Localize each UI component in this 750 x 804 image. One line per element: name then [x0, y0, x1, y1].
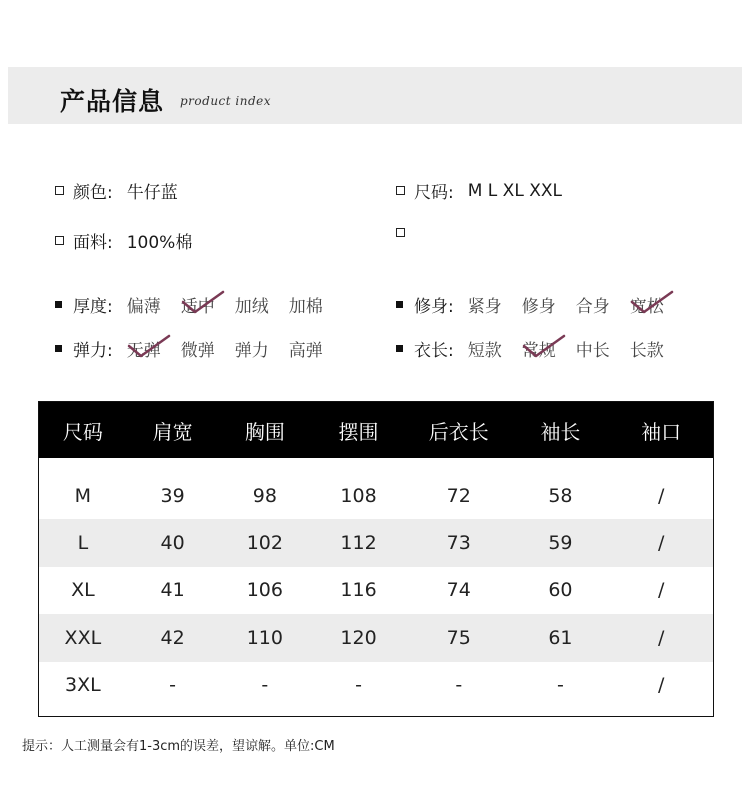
option-label: 宽松	[629, 297, 664, 317]
thickness-option	[181, 292, 215, 317]
table-cell: -	[455, 674, 463, 697]
header-cell: 胸围	[244, 419, 285, 444]
option-label: 常规	[521, 341, 556, 361]
option-label: 长款	[629, 341, 664, 361]
length-options	[468, 336, 684, 361]
size-table	[38, 401, 714, 717]
bullet-icon	[396, 345, 403, 352]
color-value: 牛仔蓝	[126, 183, 178, 203]
elasticity-options	[127, 336, 343, 361]
check-mark-icon	[628, 286, 676, 316]
elasticity-option	[127, 336, 161, 361]
option-label: 加绒	[234, 297, 269, 317]
table-cell: 58	[548, 484, 573, 507]
info-empty	[396, 228, 414, 237]
option-label: 中长	[575, 341, 610, 361]
thickness-options	[127, 292, 343, 317]
fit-option	[576, 292, 610, 317]
table-cell: 59	[548, 532, 573, 555]
table-cell: -	[557, 674, 564, 697]
check-mark-icon	[125, 330, 173, 360]
table-cell: 72	[446, 484, 471, 507]
fit-option	[630, 292, 664, 317]
info-fit	[396, 292, 684, 317]
table-cell: 116	[340, 579, 377, 602]
info-thickness	[55, 292, 343, 317]
table-cell: 110	[246, 626, 283, 649]
table-cell: 41	[160, 579, 185, 602]
table-cell: /	[657, 674, 665, 697]
page-subtitle: product index	[180, 94, 272, 108]
checkbox-icon	[55, 236, 64, 245]
length-option	[630, 336, 664, 361]
option-label: 无弹	[126, 341, 161, 361]
elasticity-label: 弹力:	[73, 341, 113, 361]
checkbox-icon	[396, 186, 405, 195]
color-label: 颜色:	[73, 183, 113, 203]
option-label: 合身	[575, 297, 610, 317]
info-length	[396, 336, 684, 361]
header-cell: 后衣长	[428, 419, 489, 444]
table-cell: 98	[252, 484, 277, 507]
checkbox-icon	[396, 228, 405, 237]
table-cell: M	[74, 484, 92, 507]
check-mark-icon	[520, 330, 568, 360]
table-row	[39, 662, 713, 709]
table-header	[39, 402, 713, 458]
table-cell: 42	[160, 626, 185, 649]
header-cell: 肩宽	[152, 419, 193, 444]
table-cell: 73	[446, 532, 471, 555]
table-body	[39, 458, 713, 709]
bullet-icon	[396, 301, 403, 308]
table-cell: /	[657, 579, 665, 602]
fit-option	[468, 292, 502, 317]
fit-label: 修身:	[414, 297, 454, 317]
thickness-option	[289, 292, 323, 317]
table-cell: 102	[246, 532, 283, 555]
table-cell: -	[355, 674, 362, 697]
option-label: 修身	[521, 297, 556, 317]
table-cell: 74	[446, 579, 471, 602]
length-option	[576, 336, 610, 361]
info-color	[55, 178, 178, 203]
info-fabric	[55, 228, 192, 253]
option-label: 弹力	[234, 341, 269, 361]
table-cell: 60	[548, 579, 573, 602]
page-title: 产品信息	[60, 87, 165, 116]
length-option	[522, 336, 556, 361]
table-row	[39, 614, 713, 661]
table-cell: 112	[340, 532, 377, 555]
table-cell: L	[77, 532, 89, 555]
option-label: 短款	[467, 341, 502, 361]
check-mark-icon	[179, 286, 227, 316]
info-size	[396, 178, 562, 203]
table-cell: /	[657, 484, 665, 507]
length-option	[468, 336, 502, 361]
measurement-note: 提示：人工测量会有1-3cm的误差，望谅解。单位:CM	[22, 739, 335, 754]
info-elasticity	[55, 336, 343, 361]
fabric-label: 面料:	[73, 233, 113, 253]
elasticity-option	[289, 336, 323, 361]
fit-options	[468, 292, 684, 317]
elasticity-option	[235, 336, 269, 361]
bullet-icon	[55, 345, 62, 352]
thickness-option	[235, 292, 269, 317]
table-cell: XXL	[64, 626, 102, 649]
table-cell: 3XL	[65, 674, 101, 697]
table-cell: 61	[548, 626, 573, 649]
thickness-option	[127, 292, 161, 317]
size-label: 尺码:	[414, 183, 454, 203]
fabric-value: 100%棉	[126, 233, 193, 253]
table-cell: /	[657, 626, 665, 649]
length-label: 衣长:	[414, 341, 454, 361]
header-cell: 尺码	[62, 419, 103, 444]
table-cell: 75	[446, 626, 471, 649]
fit-option	[522, 292, 556, 317]
option-label: 适中	[180, 297, 215, 317]
table-cell: XL	[71, 579, 95, 602]
table-cell: 40	[160, 532, 185, 555]
elasticity-option	[181, 336, 215, 361]
option-label: 高弹	[288, 341, 323, 361]
table-cell: 120	[340, 626, 377, 649]
thickness-label: 厚度:	[73, 297, 113, 317]
header-cell: 摆围	[338, 419, 379, 444]
table-cell: /	[657, 532, 665, 555]
table-cell: -	[169, 674, 177, 697]
table-row	[39, 519, 713, 566]
header-cell: 袖长	[540, 419, 581, 444]
table-cell: -	[261, 674, 269, 697]
option-label: 加棉	[288, 297, 323, 317]
bullet-icon	[55, 301, 62, 308]
table-cell: 108	[340, 484, 377, 507]
header-cell: 袖口	[641, 419, 682, 444]
option-label: 偏薄	[126, 297, 161, 317]
option-label: 紧身	[467, 297, 502, 317]
table-row	[39, 472, 713, 519]
size-value: M L XL XXL	[467, 180, 562, 201]
table-row	[39, 567, 713, 614]
checkbox-icon	[55, 186, 64, 195]
option-label: 微弹	[180, 341, 215, 361]
table-cell: 106	[246, 579, 283, 602]
table-cell: 39	[160, 484, 185, 507]
